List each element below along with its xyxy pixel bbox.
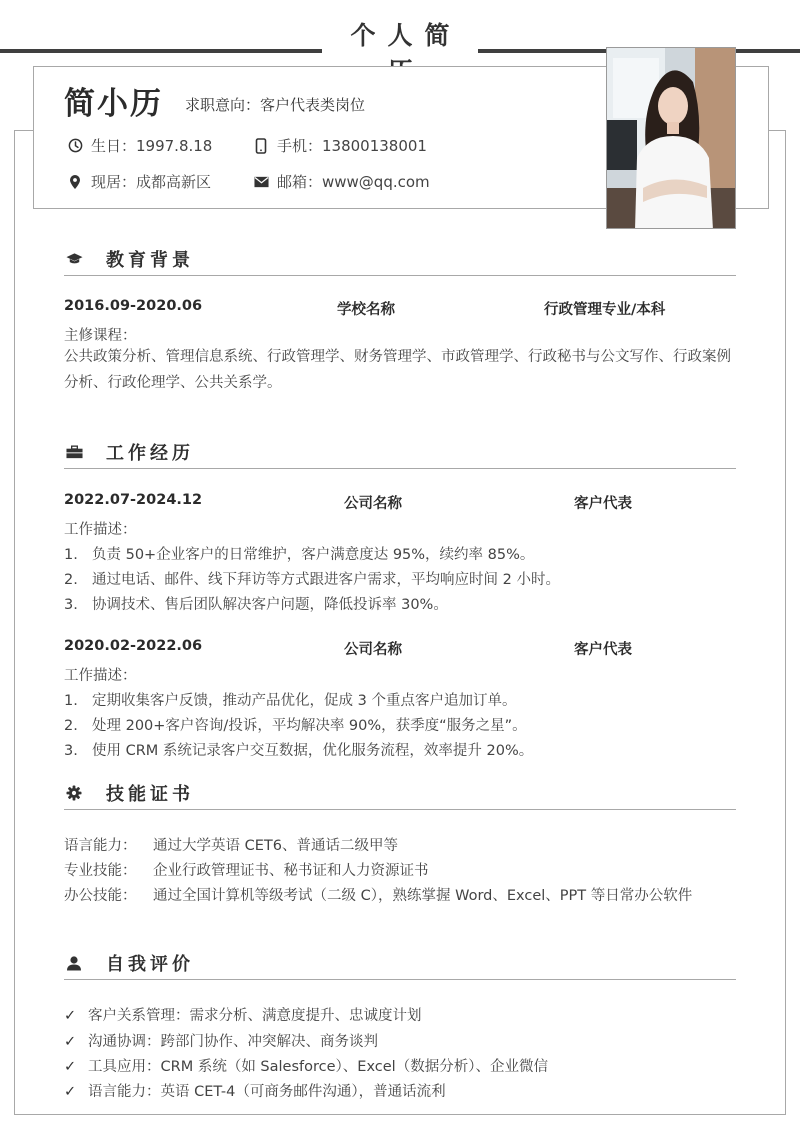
job-desc-label: 工作描述： [64,522,137,538]
title-bar-left-rule [0,49,322,53]
skill-item [64,834,398,855]
education-school: 学校名称 [337,302,395,318]
skill-value: 通过全国计算机等级考试（二级 C），熟练掌握 Word、Excel、PPT 等日常办公软件 [153,888,693,904]
education-section-header [64,244,736,276]
skills-section-header [64,778,736,810]
list-item [64,1030,378,1051]
page-title: 个人简 [350,21,462,50]
profile-birthday-text: 生日：1997.8.18 [91,137,213,155]
list-text: 负责 50+企业客户的日常维护，客户满意度达 95%，续约率 85%。 [92,547,535,563]
list-item [64,1004,422,1025]
person-icon [66,955,82,971]
profile-phone-text: 手机：13800138001 [277,137,427,155]
profile-email [253,171,430,192]
list-item [64,543,534,564]
skill-key: 办公技能： [64,888,137,904]
list-text: 定期收集客户反馈，推动产品优化，促成 3 个重点客户追加订单。 [92,693,517,709]
skill-item [64,859,429,880]
job-company: 公司名称 [344,496,402,512]
job-company: 公司名称 [344,642,402,658]
list-item [64,689,516,710]
self-eval-section-title: 自我评价 [106,954,194,975]
frame-top-right-edge [768,130,786,131]
job-position: 客户代表 [574,496,632,512]
list-number: 1. [64,547,78,563]
list-text: 客户关系管理：需求分析、满意度提升、忠诚度计划 [88,1008,422,1024]
phone-icon [253,138,269,154]
list-number: 3. [64,743,78,759]
skill-item [64,884,692,905]
check-icon: ✓ [64,1034,77,1050]
list-text: 使用 CRM 系统记录客户交互数据，优化服务流程，效率提升 20%。 [92,743,534,759]
graduation-cap-icon [66,251,82,267]
list-text: 协调技术、售后团队解决客户问题，降低投诉率 30%。 [92,597,448,613]
job-position: 客户代表 [574,642,632,658]
education-courses: 公共政策分析、管理信息系统、行政管理学、财务管理学、市政管理学、行政秘书与公文写作、行政案例分析、行政伦理学、公共关系学。 [64,349,731,391]
skills-section-title: 技能证书 [106,784,194,805]
skill-value: 通过大学英语 CET6、普通话二级甲等 [153,838,398,854]
clock-icon [67,138,83,154]
check-icon: ✓ [64,1084,77,1100]
education-major: 行政管理专业/本科 [544,302,666,318]
education-courses-label: 主修课程： [64,328,137,344]
list-text: 处理 200+客户咨询/投诉，平均解决率 90%，获季度“服务之星”。 [92,718,527,734]
profile-phone [253,135,427,156]
job-desc-label: 工作描述： [64,668,137,684]
list-text: 通过电话、邮件、线下拜访等方式跟进客户需求，平均响应时间 2 小时。 [92,572,560,588]
envelope-icon [253,174,269,190]
list-text: 语言能力：英语 CET-4（可商务邮件沟通），普通话流利 [88,1084,446,1100]
gear-icon [66,785,82,801]
list-number: 2. [64,572,78,588]
profile-intent: 求职意向：客户代表类岗位 [185,96,366,114]
check-icon: ✓ [64,1059,77,1075]
work-section-header [64,437,736,469]
list-item [64,739,533,760]
list-text: 沟通协调：跨部门协作、冲突解决、商务谈判 [88,1034,378,1050]
profile-name: 简小历 [64,86,163,122]
self-eval-section-header [64,948,736,980]
frame-top-left-edge [14,130,34,131]
job-period: 2020.02-2022.06 [64,638,203,654]
profile-residence-text: 现居：成都高新区 [91,173,212,191]
briefcase-icon [66,444,82,460]
location-pin-icon [67,174,83,190]
skill-value: 企业行政管理证书、秘书证和人力资源证书 [153,863,429,879]
list-number: 1. [64,693,78,709]
list-item [64,593,448,614]
list-number: 2. [64,718,78,734]
list-item [64,714,527,735]
list-number: 3. [64,597,78,613]
list-text: 工具应用：CRM 系统（如 Salesforce）、Excel（数据分析）、企业微信 [88,1059,548,1075]
work-section-title: 工作经历 [106,443,194,464]
list-item [64,1055,548,1076]
list-item [64,1080,446,1101]
job-period: 2022.07-2024.12 [64,492,203,508]
education-section-title: 教育背景 [106,250,194,271]
education-period: 2016.09-2020.06 [64,298,203,314]
profile-photo [606,47,736,229]
skill-key: 语言能力： [64,838,137,854]
profile-birthday [67,135,212,156]
list-item [64,568,560,589]
profile-email-text: 邮箱：www@qq.com [277,173,430,191]
check-icon: ✓ [64,1008,77,1024]
profile-residence [67,171,211,192]
skill-key: 专业技能： [64,863,137,879]
